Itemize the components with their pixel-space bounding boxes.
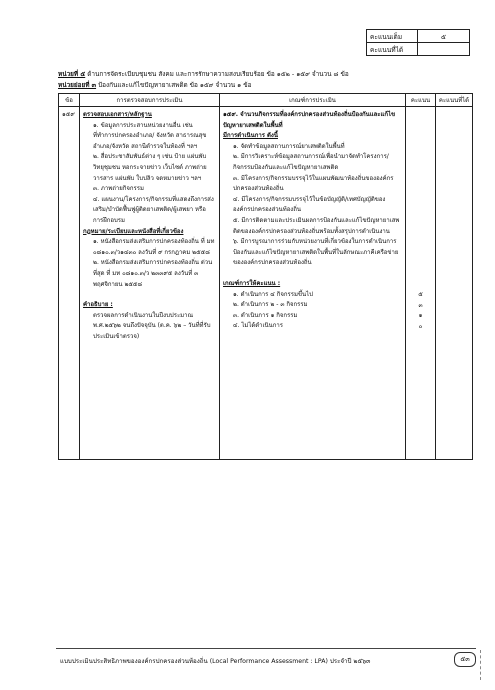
- page-number: ๕๓: [454, 652, 476, 667]
- header-number: ข้อ: [59, 94, 80, 107]
- criteria-intro: ๑๕๙. จำนวนกิจกรรมที่องค์กรปกครองส่วนท้องถิ่นป้องกันและแก้ไขปัญหายาเสพติดในพื้นที่: [223, 111, 396, 129]
- law-item: ๑. หนังสือกรมส่งเสริมการปกครองท้องถิ่น ที่ มท ๐๘๑๐.๓/ว๑๔๓๐ ลงวันที่ ๙ กรกฎาคม ๒๕๕๘: [93, 238, 215, 256]
- law-item: ๒. หนังสือกรมส่งเสริมการปกครองท้องถิ่น ด่วนที่สุด ที่ มท ๐๘๑๐.๓/ว ๒๓๓๙๕ ลงวันที่ ๓ พฤศจิกายน ๒๕๕๘: [93, 259, 213, 288]
- header-document-check: การตรวจสอบการประเมิน: [80, 94, 220, 107]
- activity-item: ๑. จัดทำข้อมูลสถานการณ์ยาเสพติดในพื้นที่: [233, 142, 345, 150]
- note-text: ตรวจผลการดำเนินงานในปีงบประมาณ พ.ศ.๒๕๖๒ จนถึงปัจจุบัน (ต.ค. ๖๒ – วันที่ที่รับประเมินเข้าตรวจ): [93, 311, 211, 340]
- activity-item: ๒. มีการวิเคราะห์ข้อมูลสถานการณ์เพื่อนำมาจัดทำโครงการ/กิจกรรมป้องกันและแก้ไขปัญหายาเสพติด: [233, 153, 389, 171]
- document-item: ๒. สื่อประชาสัมพันธ์ต่าง ๆ เช่น ป้าย แผ่นพับ วิทยุชุมชน หอกระจายข่าว เว็บไซต์ ภาพถ่าย วารสาร แผ่นพับ ใบปลิว จดหมายข่าว ฯลฯ: [93, 153, 207, 182]
- unit-heading: [58, 69, 349, 79]
- header-score-obtained: คะแนนที่ได้: [436, 94, 473, 107]
- scoring-heading: เกณฑ์การให้คะแนน :: [223, 279, 281, 287]
- activity-item: ๕. มีการติดตามและประเมินผลการป้องกันและแก้ไขปัญหายาเสพติดขององค์กรปกครองส่วนท้องถิ่นพร้อมทั้งสรุปการดำเนินงาน: [233, 216, 400, 235]
- row-number: ๑๕๙: [59, 107, 80, 460]
- scoring-item: ๔. ไม่ได้ดำเนินการ: [233, 322, 283, 330]
- scoring-item: ๑. ดำเนินการ ๔ กิจกรรมขึ้นไป: [233, 290, 313, 298]
- score-value: ๓: [418, 301, 423, 309]
- scoring-item: ๒. ดำเนินการ ๒ - ๓ กิจกรรม: [233, 301, 308, 309]
- activity-item: ๓. มีโครงการ/กิจกรรมบรรจุไว้ในแผนพัฒนาท้องถิ่นขององค์กรปกครองส่วนท้องถิ่น: [233, 174, 394, 193]
- page-footer: [56, 648, 476, 668]
- document-evidence-heading: ตรวจสอบเอกสาร/หลักฐาน: [83, 111, 152, 118]
- criteria-cell: [220, 107, 406, 460]
- full-score-value: ๕: [418, 30, 470, 43]
- activity-item: ๖. มีการบูรณาการร่วมกับหน่วยงานที่เกี่ยวข้องในการดำเนินการป้องกันและแก้ไขปัญหายาเสพติดในพื้นที่ในลักษณะภาคีเครือข่ายขององค์กรปกครองส่วนท้องถิ่น: [233, 238, 399, 267]
- score-value: ๑: [418, 312, 423, 320]
- header-score: คะแนน: [406, 94, 436, 107]
- subunit-heading: [58, 80, 251, 90]
- full-score-label: คะแนนเต็ม: [367, 30, 418, 43]
- activity-item: ๔. มีโครงการ/กิจกรรมบรรจุไว้ในข้อบัญญัติ/เทศบัญญัติขององค์กรปกครองส่วนท้องถิ่น: [233, 195, 386, 214]
- table-row: [59, 107, 473, 460]
- document-check-cell: [80, 107, 220, 460]
- score-value: ๐: [418, 322, 423, 330]
- obtained-score-value: [418, 43, 470, 56]
- score-box: [366, 29, 470, 56]
- document-item: ๔. แผนงาน/โครงการ/กิจกรรมที่แสดงถึงการส่งเสริม/บำบัดฟื้นฟูผู้ติดยาเสพติด/ผู้เสพยา หรือการฝึกอบรม: [93, 195, 214, 224]
- subunit-heading-text: ป้องกันและแก้ไขปัญหายาเสพติด ข้อ ๑๕๙ จำนวน ๑ ข้อ: [96, 81, 252, 89]
- law-heading: กฎหมาย/ระเบียบและหนังสือที่เกี่ยวข้อง: [83, 227, 184, 235]
- score-cell: [406, 107, 436, 460]
- scoring-item: ๓. ดำเนินการ ๑ กิจกรรม: [233, 311, 298, 319]
- unit-heading-prefix: หน่วยที่ ๕: [58, 70, 86, 78]
- unit-heading-text: ด้านการจัดระเบียบชุมชน สังคม และการรักษาความสงบเรียบร้อย ข้อ ๑๕๒ - ๑๕๙ จำนวน ๘ ข้อ: [85, 70, 349, 78]
- score-obtained-cell: [436, 107, 473, 460]
- assessment-table: [58, 93, 473, 460]
- score-value: ๕: [418, 291, 423, 298]
- subunit-heading-prefix: หน่วยย่อยที่ ๓: [58, 81, 97, 89]
- footer-text: แบบประเมินประสิทธิภาพขององค์กรปกครองส่วนท้องถิ่น (Local Performance Assessment : LPA) ประจำปี ๒๕๖๓: [60, 658, 371, 665]
- obtained-score-label: คะแนนที่ได้: [367, 43, 418, 56]
- document-item: ๑. ข้อมูลการประสานหน่วยงานอื่น เช่น ที่ทำการปกครองอำเภอ/ จังหวัด สาธารณสุขอำเภอ/จังหวัด สถานีตำรวจในท้องที่ ฯลฯ: [93, 121, 207, 150]
- activity-heading: มีการดำเนินการ ดังนี้: [223, 132, 278, 140]
- note-heading: คำอธิบาย :: [83, 301, 113, 309]
- table-header-row: [59, 94, 473, 107]
- header-criteria: เกณฑ์การประเมิน: [220, 94, 406, 107]
- document-item: ๓. ภาพถ่ายกิจกรรม: [93, 185, 144, 193]
